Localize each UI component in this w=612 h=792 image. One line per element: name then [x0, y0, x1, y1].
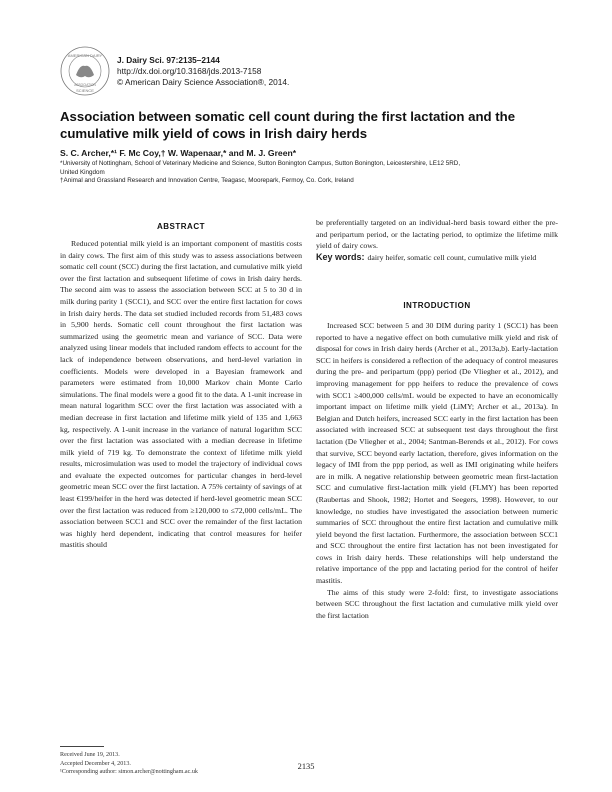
authors: S. C. Archer,*¹ F. Mc Coy,† W. Wapenaar,* and M. J. Green* [60, 148, 297, 158]
introduction-body [316, 320, 558, 621]
citation: J. Dairy Sci. 97:2135–2144 [117, 55, 220, 65]
introduction-paragraph-2: The aims of this study were 2-fold: first, to investigate associations between SCC throughout the first lactation and cumulative milk yield over the first lactation [316, 587, 558, 620]
received-date: Received June 19, 2013. [60, 752, 120, 758]
introduction-heading: INTRODUCTION [403, 301, 471, 310]
journal-reference [117, 55, 289, 89]
abstract-continued-block [316, 217, 558, 263]
keywords-label: Key words: [316, 251, 365, 262]
abstract-continued: be preferentially targeted on an individual-herd basis toward either the pre- and peripartum period, or the lactating period, to optimize the lifetime milk yield of dairy cows. [316, 218, 558, 251]
abstract-body [60, 238, 302, 551]
logo-top-text: AMERICAN DAIRY [67, 53, 103, 58]
affiliations [60, 160, 580, 186]
copyright: © American Dairy Science Association®, 2014. [117, 77, 290, 88]
introduction-paragraph-1: Increased SCC between 5 and 30 DIM during parity 1 (SCC1) has been reported to have a negative effect on both cumulative milk yield and risk of disposal for cows in Irish dairy herds (Archer et al., 2013a,b). Early-lactation SCC in heifers is considered a reflection of the adequacy of control measures during the pre- and peripartum (ppp) period (De Vliegher et al., 2012), and improving management for ppp heifers to reduce the prevalence of cows with SCC1 ≥400,000 cells/mL would be expected to have an economically important impact on lifetime milk yield (LiMY; Archer et al., 2013a). In Belgian and Dutch heifers, increased SCC early in the first lactation has been associated with increased SCC at subsequent test days throughout the first lactation (De Vliegher et al., 2004; Santman-Berends et al., 2012). For cows that survive, SCC beyond early lactation, therefore, gives information on the legacy of IMI from the ppp period, as well as IMI originating while heifers are in milk. A negative relationship between geometric mean first-lactation SCC and cumulative first-lactation milk yield (FLMY) has been reported (Raubertas and Shook, 1982; Hortet and Seegers, 1998). However, to our knowledge, no studies have investigated the association between numeric summaries of SCC throughout the entire first lactation and cumulative milk yield beyond the first lactation. Furthermore, the association between SCC1 and SCC throughout the entire first lactation has not been investigated for cows in Irish dairy herds. These relationships will help understand the relative importance of the ppp and lactating period for the control of heifer mastitis. [316, 321, 558, 586]
page-number: 2135 [297, 762, 315, 771]
affiliation-1: *University of Nottingham, School of Veterinary Medicine and Science, Sutton Bonington Campus, Sutton Bonington, Leicestershire, LE12 5RD, [60, 160, 461, 167]
logo-bottom-text: SCIENCE [76, 88, 94, 93]
journal-logo [60, 46, 110, 96]
affiliation-1-country: United Kingdom [60, 168, 105, 176]
logo-side-text: ASSOCIATION [74, 83, 96, 87]
keywords-text: dairy heifer, somatic cell count, cumulative milk yield [367, 252, 537, 262]
accepted-date: Accepted December 4, 2013. [60, 760, 131, 767]
keywords [316, 252, 558, 264]
abstract-text: Reduced potential milk yield is an important component of mastitis costs in dairy cows. The first aim of this study was to assess associations between somatic cell count (SCC) during the first lactation, and cumulative milk yield over the first lactation and subsequent lifetime of cows in Irish dairy herds. The second aim was to assess the association between SCC at 5 to 30 d in milk during parity 1 (SCC1), and SCC over the entire first lactation for cows in Irish dairy herds. The data set studied included records from 51,483 cows in 5,900 herds. Somatic cell count throughout the first lactation was summarized using the geometric mean and variance of SCC. Data were analyzed using linear models that included random effects to account for the lack of independence between observations, and herd-level variation in coefficients. Models were developed in a Bayesian framework and parameters were estimated from 10,000 Markov chain Monte Carlo simulations. The final models were a good fit to the data. A 1-unit increase in mean natural logarithm SCC over the first lactation was associated with a median decrease in first lactation and lifetime milk yield of 135 and 1,663 kg, respectively. A 1-unit increase in the variance of natural logarithm SCC over the first lactation was associated with a median decrease in lifetime milk yield of 719 kg. To demonstrate the context of lifetime milk yield results, microsimulation was used to model the trajectory of individual cows and evaluate the expected outcomes for particular changes in herd-level geometric mean SCC over the first lactation. A 75% certainty of savings of at least €199/heifer in the herd was detected if herd-level geometric mean SCC over the first lactation was reduced from ≥120,000 to ≤72,000 cells/mL. The association between SCC1 and SCC over the remainder of the first lactation was highly herd dependent, indicating that control measures for heifer mastitis should [60, 239, 302, 550]
affiliation-2: †Animal and Grassland Research and Innovation Centre, Teagasc, Moorepark, Fermoy, Co. Cork, Ireland [60, 177, 354, 185]
abstract-heading: ABSTRACT [157, 222, 205, 231]
corresponding-author: ¹Corresponding author: simon.archer@nottingham.ac.uk [60, 769, 198, 776]
doi-link[interactable]: http://dx.doi.org/10.3168/jds.2013-7158 [117, 66, 262, 77]
article-title: Association between somatic cell count during the first lactation and the cumulative milk yield of cows in Irish dairy herds [60, 109, 516, 141]
footnote-rule [60, 746, 104, 747]
